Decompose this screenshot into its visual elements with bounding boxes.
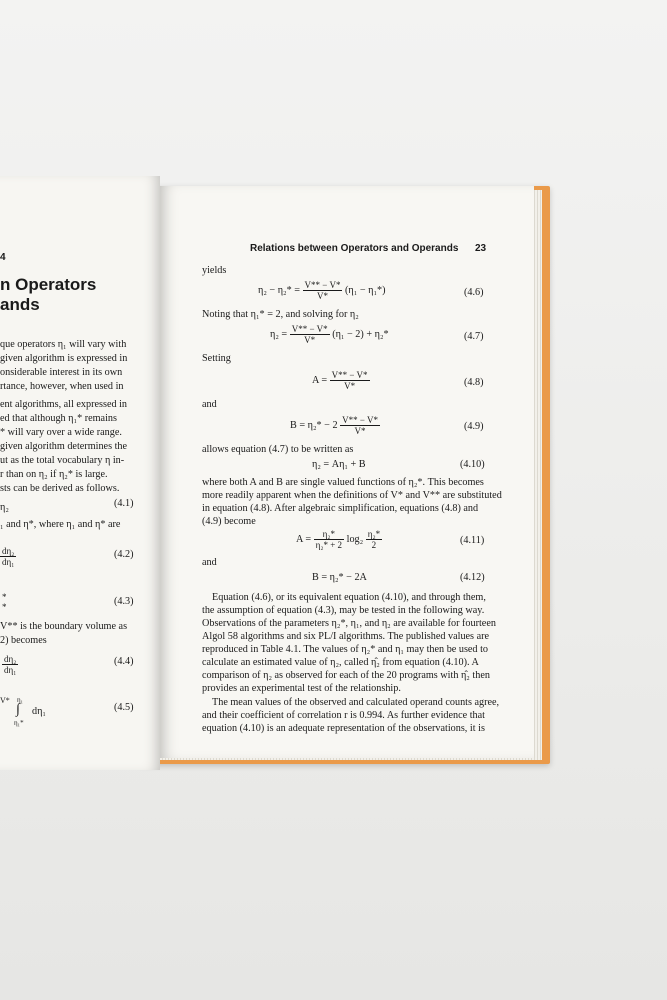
equation-4-5-prefix: V* bbox=[0, 696, 10, 705]
paragraph-line: The mean values of the observed and calculated operand counts agree, bbox=[212, 697, 500, 708]
fraction-numerator: η₂* bbox=[314, 529, 344, 540]
equation-4-11 bbox=[296, 529, 382, 550]
equation-rhs: (η₁ − η₁*) bbox=[345, 284, 386, 296]
equation-number: (4.2) bbox=[114, 549, 134, 560]
text-line: sts can be derived as follows. bbox=[0, 483, 120, 494]
equation-4-1-body: η₂ bbox=[0, 502, 9, 513]
text-line: rtance, however, when used in bbox=[0, 381, 124, 392]
fraction-denominator: η₂* + 2 bbox=[315, 540, 343, 550]
equation-number: (4.7) bbox=[464, 331, 484, 342]
fraction-numerator: V** − V* bbox=[342, 415, 379, 425]
fraction-denominator: dη₁ bbox=[2, 557, 15, 567]
paragraph-line: comparison of η₂ as observed for each of the 20 programs with η̂₂ then bbox=[202, 670, 490, 681]
equation-4-3 bbox=[0, 592, 9, 612]
equation-lhs: η₂ − η₂* = bbox=[258, 284, 300, 296]
equation-number: (4.5) bbox=[114, 702, 134, 713]
text-allows: allows equation (4.7) to be written as bbox=[202, 444, 354, 455]
chapter-title-line-1: n Operators bbox=[0, 275, 97, 294]
equation-4-5-body: dη₁ bbox=[32, 706, 46, 717]
fraction-numerator: η₂* bbox=[367, 529, 381, 539]
equation-4-2 bbox=[0, 546, 16, 567]
equation-4-12: B = η₂* − 2A bbox=[312, 572, 367, 583]
equation-4-6 bbox=[258, 280, 385, 301]
fraction-numerator: dη₂ bbox=[4, 654, 17, 664]
equation-number: (4.12) bbox=[460, 572, 485, 583]
running-head: Relations between Operators and Operands bbox=[250, 243, 459, 254]
text-line: onsiderable interest in its own bbox=[0, 367, 123, 378]
right-page bbox=[160, 186, 534, 758]
equation-lhs: B = η₂* − 2 bbox=[290, 419, 338, 431]
left-page bbox=[0, 176, 160, 770]
text-line: ent algorithms, all expressed in bbox=[0, 399, 128, 410]
text-line: que operators η₁ will vary with bbox=[0, 339, 127, 350]
text-line: given algorithm determines the bbox=[0, 441, 128, 452]
fraction-denominator: dη₁ bbox=[4, 665, 17, 675]
text-and: and bbox=[202, 557, 217, 568]
text-setting: Setting bbox=[202, 353, 231, 364]
text-and: and bbox=[202, 399, 217, 410]
equation-4-4 bbox=[2, 654, 18, 675]
text-line: r than on η₂ if η₂* is large. bbox=[0, 469, 108, 480]
text-line: * will vary over a wide range. bbox=[0, 427, 122, 438]
text-line: 2) becomes bbox=[0, 635, 47, 646]
text-line: ₁ and η*, where η₁ and η* are bbox=[0, 519, 121, 530]
equation-number: (4.11) bbox=[460, 535, 485, 546]
page-number: 23 bbox=[475, 243, 487, 254]
equation-number: (4.9) bbox=[464, 421, 484, 432]
paragraph-line: calculate an estimated value of η₂, called η̂₂ from equation (4.10). A bbox=[202, 657, 479, 668]
fraction-numerator: V** − V* bbox=[291, 324, 328, 334]
equation-4-9 bbox=[290, 415, 380, 436]
equation-lhs: η₂ = bbox=[270, 328, 288, 340]
paragraph-line: reproduced in Table 4.1. The values of η₂* and η₁ may then be used to bbox=[202, 644, 488, 655]
equation-4-7 bbox=[270, 324, 389, 345]
equation-lhs: A = bbox=[296, 533, 312, 545]
integral-lower-limit: η₁* bbox=[14, 719, 24, 727]
paragraph-line: and their coefficient of correlation r is 0.994. As further evidence that bbox=[202, 710, 485, 721]
equation-number: (4.1) bbox=[114, 498, 134, 509]
equation-number: (4.4) bbox=[114, 656, 134, 667]
integral-upper-limit: η₁ bbox=[17, 696, 24, 704]
text-line: V** is the boundary volume as bbox=[0, 621, 128, 632]
equation-number: (4.8) bbox=[464, 377, 484, 388]
paragraph-line: the assumption of equation (4.3), may be tested in the following way. bbox=[202, 605, 485, 616]
paragraph-line: where both A and B are single valued functions of η₂*. This becomes bbox=[202, 477, 484, 488]
paragraph-line: Observations of the parameters η₂*, η₁, and η₂ are available for fourteen bbox=[202, 618, 496, 629]
paragraph-line: equation (4.10) is an adequate representation of the observations, it is bbox=[202, 723, 485, 734]
paragraph-line: more readily apparent when the definitions of V* and V** are substituted bbox=[202, 490, 502, 501]
fraction-denominator: V* bbox=[304, 335, 316, 345]
equation-number: (4.6) bbox=[464, 287, 484, 298]
paragraph-line: provides an experimental test of the relationship. bbox=[202, 683, 401, 694]
equation-4-10: η₂ = Aη₁ + B bbox=[312, 459, 366, 470]
chapter-number: 4 bbox=[0, 252, 6, 263]
chapter-title-line-2: ands bbox=[0, 295, 40, 314]
equation-rhs: (η₁ − 2) + η₂* bbox=[332, 328, 389, 340]
equation-number: (4.3) bbox=[114, 596, 134, 607]
fraction-numerator: * bbox=[2, 592, 7, 602]
fraction-numerator: V** − V* bbox=[331, 370, 368, 380]
paragraph-line: Equation (4.6), or its equivalent equation (4.10), and through them, bbox=[212, 592, 486, 603]
fraction-denominator: * bbox=[2, 602, 7, 612]
text-line: ed that although η₁* remains bbox=[0, 413, 117, 424]
equation-number: (4.10) bbox=[460, 459, 485, 470]
paragraph-line: Algol 58 algorithms and six PL/I algorithms. The published values are bbox=[202, 631, 490, 642]
fraction-numerator: dη₂ bbox=[2, 546, 15, 556]
fraction-numerator: V** − V* bbox=[304, 280, 341, 290]
text-noting: Noting that η₁* = 2, and solving for η₂ bbox=[202, 309, 359, 320]
integral-sign: ∫ bbox=[16, 702, 20, 717]
text-line: given algorithm is expressed in bbox=[0, 353, 128, 364]
equation-4-8 bbox=[312, 370, 370, 391]
paragraph-line: (4.9) become bbox=[202, 516, 256, 527]
paragraph-line: in equation (4.8). After algebraic simplification, equations (4.8) and bbox=[202, 503, 479, 514]
text-line: ut as the total vocabulary η in- bbox=[0, 455, 125, 466]
fraction-denominator: V* bbox=[344, 381, 356, 391]
fraction-denominator: V* bbox=[354, 426, 366, 436]
equation-lhs: A = bbox=[312, 374, 328, 386]
log-term: log₂ bbox=[346, 533, 364, 545]
fraction-denominator: V* bbox=[316, 291, 328, 301]
fraction-denominator: 2 bbox=[371, 540, 377, 550]
text-yields: yields bbox=[202, 265, 227, 276]
